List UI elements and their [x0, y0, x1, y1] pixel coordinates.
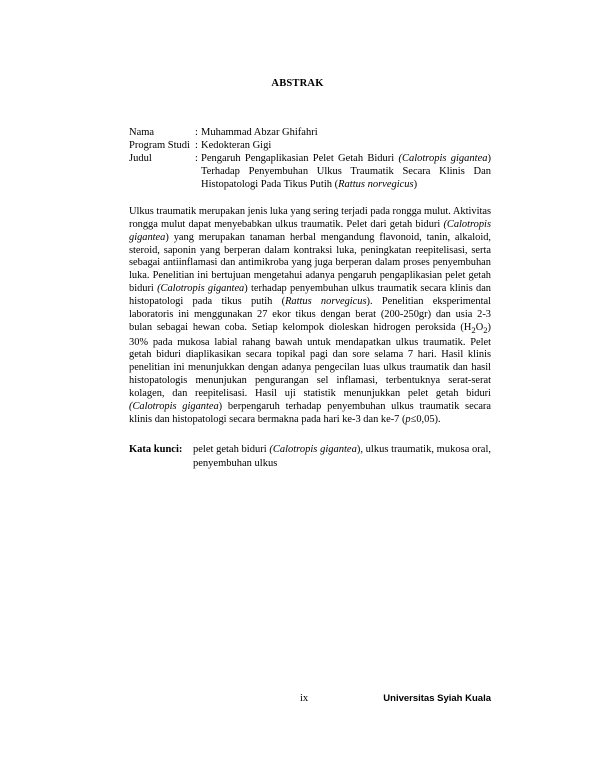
program-row: [129, 139, 491, 152]
keywords-species: (Calotropis gigantea: [269, 444, 357, 455]
abstract-text: O: [475, 321, 484, 333]
title-row: [129, 152, 491, 191]
keywords-text: pelet getah biduri: [193, 444, 270, 455]
abstract-text: ). Penelitian eksperimental laboratoris ini menggunakan 27 ekor tikus dengan berat (200-250gr) dan usia 2-3 bulan sebagai hewan coba. Setiap kelompok dioleskan hidrogen peroksida (H: [129, 295, 492, 333]
keywords-value: [193, 443, 491, 471]
thesis-title: Pengaruh Pengaplikasian Pelet Getah Biduri (Calotropis gigantea) Terhadap Penyembuhan Ulkus Traumatik Secara Klinis Dan Histopatologi Pada Tikus Putih (Rattus norvegicus): [201, 153, 491, 190]
page-number: ix: [300, 693, 309, 704]
thesis-title-species: Calotropis gigantea: [401, 153, 488, 164]
abstract-species: (Calotropis gigantea: [129, 218, 491, 243]
thesis-title-text: Pengaruh Pengaplikasian Pelet Getah Biduri: [201, 153, 399, 164]
abstract-text: ) terhadap penyembuhan ulkus traumatik secara klinis dan histopatologi pada tikus putih (: [129, 283, 491, 307]
subscript: 2: [483, 324, 488, 335]
thesis-title-text: ): [413, 179, 418, 190]
abstract-text: Ulkus traumatik merupakan jenis luka yang sering terjadi pada rongga mulut. Aktivitas rongga mulut dapat menyebabkan ulkus traumatik. Pelet dari getah biduri: [129, 206, 491, 230]
thesis-title-species: Rattus norvegicus: [338, 179, 414, 190]
abstract-species: (Calotropis gigantea: [129, 400, 219, 412]
name-label: Nama: [129, 127, 155, 138]
name-row: [129, 126, 491, 139]
program-value: Kedokteran Gigi: [201, 140, 272, 151]
abstract-text: ) yang merupakan tanaman herbal mengandung flavonoid, tanin, alkaloid, steroid, saponin yang berperan dalam kontraksi luka, peningkatan reepitelisasi, serta sebagai antiinflamasi dan antimikroba yang juga berperan dalam proses penyembuhan luka. Penelitian ini bertujuan mengetahui adanya pengaruh pengaplikasian pelet getah biduri: [129, 231, 491, 295]
university-name: Universitas Syiah Kuala: [383, 693, 491, 704]
abstract-species: (Calotropis gigantea: [157, 283, 245, 295]
keywords-text: ), ulkus traumatik, mukosa oral, penyembuhan ulkus: [193, 444, 491, 469]
metadata-block: [129, 126, 491, 191]
thesis-title-text: ) Terhadap Penyembuhan Ulkus Traumatik Secara Klinis Dan Histopatologi Pada Tikus Putih (: [201, 153, 491, 190]
keywords-label: Kata kunci:: [129, 444, 183, 455]
subscript: 2: [471, 324, 476, 335]
abstract-text: ) berpengaruh terhadap penyembuhan ulkus traumatik secara klinis dan histopatologi secara bermakna pada hari ke-3 dan ke-7 (: [129, 400, 492, 425]
page-title: ABSTRAK: [271, 78, 324, 89]
abstract-text: ≤0,05).: [410, 413, 441, 425]
abstract-paragraph: [129, 206, 491, 426]
program-label: Program Studi: [129, 140, 190, 151]
abstract-species: Rattus norvegicus: [285, 295, 367, 307]
abstract-text: ) 30% pada mukosa labial rahang bawah untuk mendapatkan ulkus traumatik. Pelet getah biduri diaplikasikan secara topikal pagi dan sore selama 7 hari. Hasil klinis penelitian ini menunjukkan dengan adanya pengecilan luas ulkus traumatik dan hasil histopatologis menunjukan pengurangan sel inflamasi, terbentuknya serat-serat kolagen, dan reepitelisasi. Hasil uji statistik menunjukkan pelet getah biduri: [129, 321, 491, 399]
name-value: Muhammad Abzar Ghifahri: [201, 127, 318, 138]
colon: :: [195, 153, 198, 164]
keywords-block: [129, 443, 491, 471]
title-label: Judul: [129, 153, 152, 164]
colon: :: [195, 140, 198, 151]
colon: :: [195, 127, 198, 138]
p-value-symbol: p: [405, 413, 411, 425]
